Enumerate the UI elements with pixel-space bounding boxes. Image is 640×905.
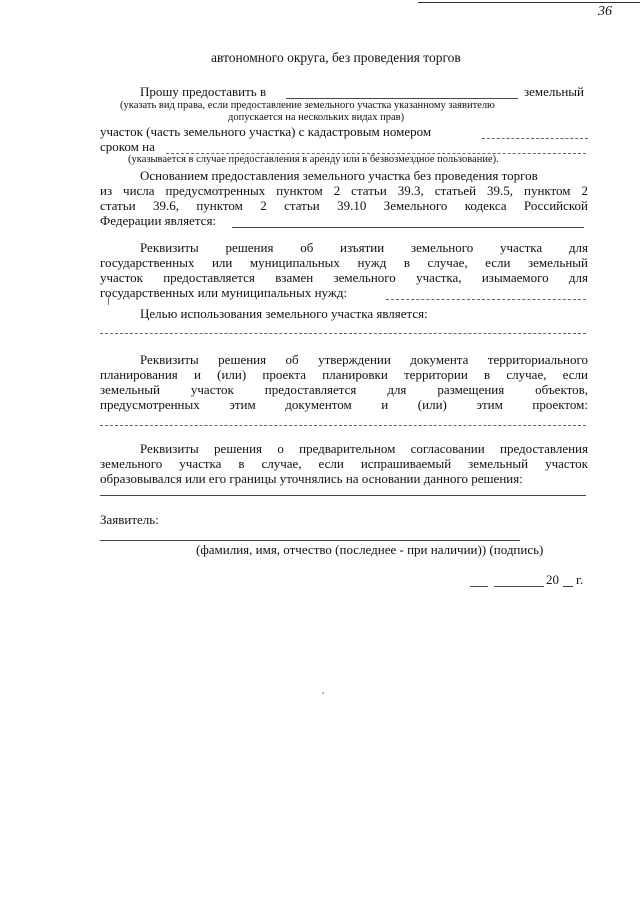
request-note-1: (указать вид права, если предоставление земельного участка указанному заявителю bbox=[120, 100, 495, 111]
date-day-line bbox=[470, 586, 488, 587]
territorial-line-2: планирования и (или) проекта планировки территории в случае, если bbox=[100, 367, 588, 382]
applicant-label: Заявитель: bbox=[100, 512, 159, 527]
date-year-prefix: 20 bbox=[546, 572, 559, 587]
date-year-line bbox=[563, 586, 573, 587]
date-month-line bbox=[494, 586, 544, 587]
withdrawal-line-2: государственных или муниципальных нужд в случае, если земельный bbox=[100, 255, 588, 270]
purpose-line-1: Целью использования земельного участка является: bbox=[140, 306, 428, 321]
scan-speck bbox=[322, 692, 324, 694]
territorial-line-1: Реквизиты решения об утверждении документа территориального bbox=[140, 352, 588, 367]
purpose-field-line bbox=[100, 333, 586, 334]
withdrawal-line-4: государственных или муниципальных нужд: bbox=[100, 285, 348, 300]
page-number: 36 bbox=[598, 4, 612, 19]
basis-field-line bbox=[232, 227, 584, 228]
territorial-field-line bbox=[100, 425, 586, 426]
basis-line-3: статьи 39.6, пунктом 2 статьи 39.10 Земельного кодекса Российской bbox=[100, 198, 588, 213]
preliminary-line-1: Реквизиты решения о предварительном согласовании предоставления bbox=[140, 441, 588, 456]
withdrawal-field-line bbox=[386, 299, 586, 300]
preliminary-line-2: земельного участка в случае, если испрашиваемый земельный участок bbox=[100, 456, 588, 471]
heading-tail: автономного округа, без проведения торгов bbox=[211, 50, 461, 65]
request-note-3: (указывается в случае предоставления в аренду или в безвозмездное пользование). bbox=[128, 154, 499, 165]
request-line-1: Прошу предоставить в bbox=[140, 84, 267, 99]
preliminary-line-3: образовывался или его границы уточнялись на основании данного решения: bbox=[100, 471, 523, 486]
basis-line-1: Основанием предоставления земельного участка без проведения торгов bbox=[140, 168, 538, 183]
request-note-2: допускается на нескольких видах прав) bbox=[228, 112, 405, 123]
basis-line-4: Федерации является: bbox=[100, 213, 217, 228]
applicant-caption: (фамилия, имя, отчество (последнее - при наличии)) (подпись) bbox=[196, 542, 544, 557]
territorial-line-4: предусмотренных этим документом и (или) этим проектом: bbox=[100, 397, 588, 412]
request-line-2: участок (часть земельного участка) с кадастровым номером bbox=[100, 124, 432, 139]
withdrawal-line-3: участок предоставляется взамен земельного участка, изымаемого для bbox=[100, 270, 588, 285]
cadastral-number-field-line bbox=[482, 138, 588, 139]
basis-line-2: из числа предусмотренных пунктом 2 статьи 39.3, статьей 39.5, пунктом 2 bbox=[100, 183, 588, 198]
date-year-suffix: г. bbox=[576, 572, 584, 587]
applicant-name-line bbox=[100, 540, 520, 541]
request-line-3: сроком на bbox=[100, 139, 155, 154]
preliminary-field-line bbox=[100, 495, 586, 496]
top-border-line bbox=[418, 2, 640, 3]
margin-mark bbox=[108, 295, 109, 305]
withdrawal-line-1: Реквизиты решения об изъятии земельного участка для bbox=[140, 240, 588, 255]
territorial-line-3: земельный участок предоставляется для размещения объектов, bbox=[100, 382, 588, 397]
request-line-1-end: земельный bbox=[524, 84, 584, 99]
